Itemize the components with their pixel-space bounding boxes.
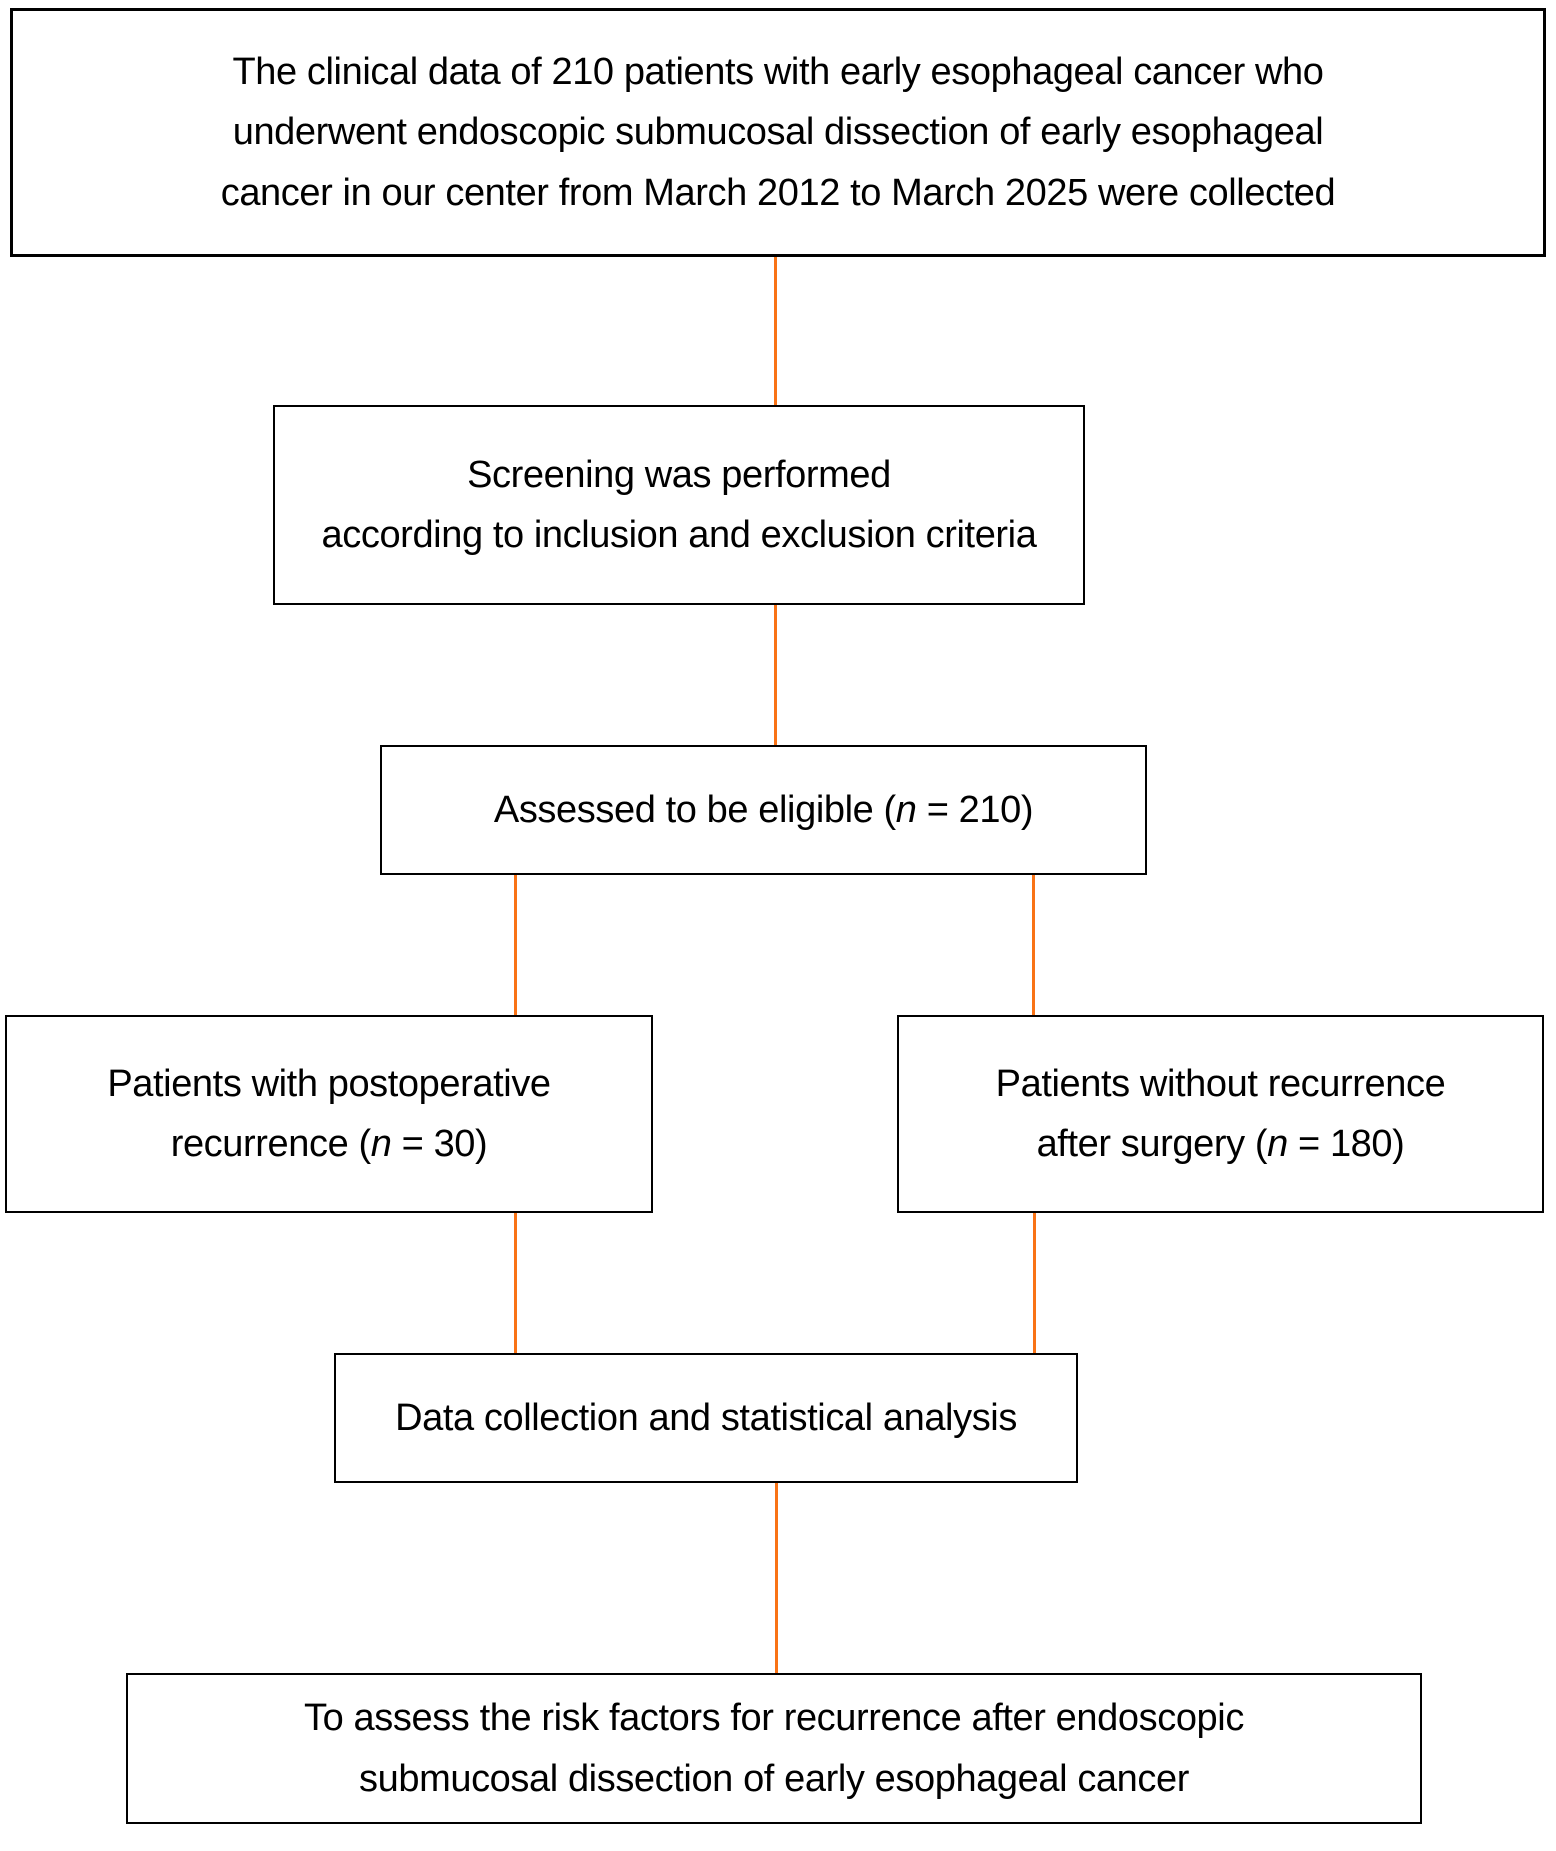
box-eligible-text-pre: Assessed to be eligible ( bbox=[493, 788, 896, 831]
italic-n: n bbox=[895, 788, 917, 831]
box-recurrence bbox=[5, 1015, 653, 1213]
box-no-recurrence-line-1: Patients without recurrence bbox=[995, 1062, 1446, 1105]
connector-screening-to-eligible bbox=[774, 605, 777, 745]
connector-eligible-to-recurrence bbox=[514, 875, 517, 1015]
box-objective-line-1: To assess the risk factors for recurrence after endoscopic bbox=[304, 1697, 1244, 1740]
box-collected-line-1: The clinical data of 210 patients with early esophageal cancer who bbox=[232, 51, 1324, 94]
box-collected-data bbox=[10, 8, 1546, 257]
box-recurrence-text-pre: recurrence ( bbox=[170, 1123, 371, 1165]
box-eligible bbox=[380, 745, 1147, 875]
italic-n: n bbox=[1267, 1123, 1288, 1165]
box-eligible-text-post: = 210) bbox=[916, 788, 1034, 831]
connector-recurrence-to-analysis bbox=[514, 1213, 517, 1353]
box-no-recurrence-text-pre: after surgery ( bbox=[1036, 1123, 1268, 1165]
box-eligible-line bbox=[494, 780, 1033, 840]
box-objective bbox=[126, 1673, 1422, 1824]
box-recurrence-text-post: = 30) bbox=[391, 1123, 488, 1165]
connector-collected-to-screening bbox=[774, 257, 777, 405]
box-recurrence-line-1: Patients with postoperative bbox=[107, 1062, 551, 1105]
connector-analysis-to-objective bbox=[775, 1483, 778, 1673]
box-analysis-line: Data collection and statistical analysis bbox=[395, 1396, 1017, 1439]
box-collected-line-3: cancer in our center from March 2012 to March 2025 were collected bbox=[220, 171, 1336, 214]
connector-eligible-to-no-recurrence bbox=[1032, 875, 1035, 1015]
box-screening bbox=[273, 405, 1085, 605]
box-analysis bbox=[334, 1353, 1078, 1483]
box-no-recurrence-text-post: = 180) bbox=[1287, 1123, 1405, 1165]
box-no-recurrence bbox=[897, 1015, 1544, 1213]
italic-n: n bbox=[370, 1123, 392, 1165]
box-objective-line-2: submucosal dissection of early esophageal cancer bbox=[359, 1757, 1189, 1800]
box-recurrence-line-2 bbox=[171, 1114, 488, 1174]
box-screening-line-2: according to inclusion and exclusion criteria bbox=[321, 514, 1037, 556]
connector-no-recurrence-to-analysis bbox=[1033, 1213, 1036, 1353]
box-no-recurrence-line-2 bbox=[1037, 1114, 1405, 1174]
box-screening-line-1: Screening was performed bbox=[467, 453, 891, 496]
box-collected-line-2: underwent endoscopic submucosal dissection of early esophageal bbox=[232, 111, 1324, 154]
